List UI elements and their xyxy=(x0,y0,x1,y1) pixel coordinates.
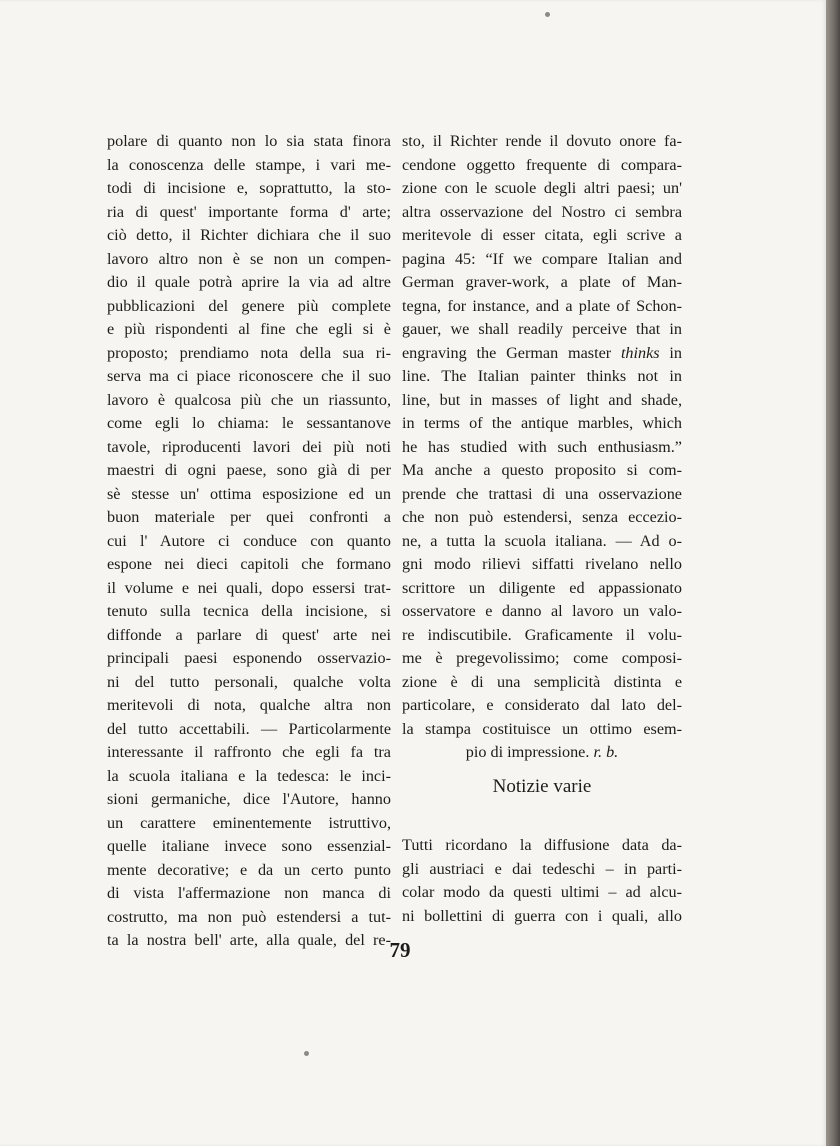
text-line: osservatore e danno al lavoro un valo- xyxy=(402,602,682,620)
text-line: ta la nostra bell' arte, alla quale, del re- xyxy=(107,931,391,949)
text-line: tegna, for instance, and a plate of Schon- xyxy=(402,296,682,315)
text-line: prende che trattasi di una osservazione xyxy=(402,484,682,503)
text-line: todi di incisione e, soprattutto, la sto- xyxy=(107,179,391,197)
text-line: interessante il raffronto che egli fa tra xyxy=(107,743,391,761)
text-line: la scuola italiana e la tedesca: le inci- xyxy=(107,766,391,785)
text-line: cui l' Autore ci conduce con quanto xyxy=(107,531,391,550)
paper-speck xyxy=(304,1051,309,1056)
text-line: cendone oggetto frequente di compara- xyxy=(402,155,682,174)
text-line: principali paesi esponendo osservazio- xyxy=(107,649,391,667)
page-number: 79 xyxy=(389,938,411,962)
text-line: sioni germaniche, dice l'Autore, hanno xyxy=(107,790,391,808)
text-line: tavole, riproducenti lavori dei più noti xyxy=(107,437,391,456)
text-line: il volume e nei quali, dopo essersi trat- xyxy=(107,578,391,597)
text-line: lavoro è qualcosa più che un riassunto, xyxy=(107,390,391,409)
text-line: Ma anche a questo proposito si com- xyxy=(402,461,682,479)
right-column xyxy=(402,130,682,765)
book-edge xyxy=(826,0,840,1146)
text-line: gauer, we shall readily perceive that in xyxy=(402,320,682,338)
text-line: sè stesse un' ottima esposizione ed un xyxy=(107,484,391,503)
text-line: quelle italiane invece sono essenzial- xyxy=(107,837,391,855)
text-line: in terms of the antique marbles, which xyxy=(402,414,682,432)
closing-line xyxy=(402,741,682,765)
text-line: altra osservazione del Nostro ci sembra xyxy=(402,202,682,221)
text-line: line. The Italian painter thinks not in xyxy=(402,367,682,385)
text-line: lavoro altro non è se non un compen- xyxy=(107,249,391,268)
text-line: colar modo da questi ultimi – ad alcu- xyxy=(402,883,682,901)
text-line: ria di quest' importante forma d' arte; xyxy=(107,202,391,221)
text-line: particolare, e considerato dal lato del- xyxy=(402,696,682,714)
author-signature: r. b. xyxy=(593,743,619,761)
text-line: di vista l'affermazione non manca di xyxy=(107,884,391,902)
text-line: meritevole di esser citata, egli scrive a xyxy=(402,226,682,244)
text-line: ni bollettini di guerra con i quali, allo xyxy=(402,906,682,925)
paper-speck xyxy=(545,12,550,17)
text-line: meritevoli di nota, qualche altra non xyxy=(107,696,391,714)
text-line: un carattere eminentemente istruttivo, xyxy=(107,813,391,832)
text-line: scrittore un diligente ed appassionato xyxy=(402,578,682,597)
text-line: diffonde a parlare di quest' arte nei xyxy=(107,625,391,644)
text-line: la conoscenza delle stampe, i vari me- xyxy=(107,155,391,174)
text-line: pubblicazioni del genere più complete xyxy=(107,296,391,315)
text-line: costrutto, ma non può estendersi a tut- xyxy=(107,907,391,926)
text-line: come egli lo chiama: le sessantanove xyxy=(107,414,391,432)
text-line: sto, il Richter rende il dovuto onore fa- xyxy=(402,132,682,150)
text-line: Tutti ricordano la diffusione data da- xyxy=(402,836,682,854)
text-line: tenuto sulla tecnica della incisione, si xyxy=(107,602,391,620)
text-line: pagina 45: “If we compare Italian and xyxy=(402,249,682,268)
text-line: maestri di ogni paese, sono già di per xyxy=(107,461,391,479)
section-text xyxy=(402,834,682,928)
text-line: engraving the German master thinks in xyxy=(402,343,682,362)
text-line: German graver-work, a plate of Man- xyxy=(402,273,682,291)
text-line: dio il quale potrà aprire la via ad altre xyxy=(107,273,391,291)
text-line: polare di quanto non lo sia stata finora xyxy=(107,132,391,150)
text-line: ne, a tutta la scuola italiana. — Ad o- xyxy=(402,531,682,550)
text-line: gli austriaci e dai tedeschi – in parti- xyxy=(402,859,682,878)
text-line: che non può estendersi, senza eccezio- xyxy=(402,508,682,526)
text-line: buon materiale per quei confronti a xyxy=(107,508,391,526)
text-line: la stampa costituisce un ottimo esem- xyxy=(402,719,682,738)
text-line: zione è di una semplicità distinta e xyxy=(402,672,682,691)
text-line: he has studied with such enthusiasm.” xyxy=(402,437,682,456)
text-line: espone nei dieci capitoli che formano xyxy=(107,555,391,573)
text-line: me è pregevolissimo; come composi- xyxy=(402,649,682,667)
text-line: proposto; prendiamo nota della sua ri- xyxy=(107,343,391,362)
text-line: ni del tutto personali, qualche volta xyxy=(107,672,391,691)
left-column xyxy=(107,130,391,953)
text-line: line, but in masses of light and shade, xyxy=(402,390,682,409)
section-heading: Notizie varie xyxy=(492,776,592,797)
closing-text: pio di impressione. xyxy=(465,743,590,761)
text-line: re indiscutibile. Graficamente il volu- xyxy=(402,625,682,644)
text-line: gni modo rilievi siffatti rivelano nello xyxy=(402,555,682,573)
text-line: mente decorative; e da un certo punto xyxy=(107,860,391,879)
text-line: e più rispondenti al fine che egli si è xyxy=(107,320,391,338)
text-line: del tutto accettabili. — Particolarmente xyxy=(107,719,391,738)
text-line: zione con le scuole degli altri paesi; un' xyxy=(402,179,682,197)
text-line: serva ma ci piace riconoscere che il suo xyxy=(107,367,391,385)
text-line: ciò detto, il Richter dichiara che il suo xyxy=(107,226,391,244)
